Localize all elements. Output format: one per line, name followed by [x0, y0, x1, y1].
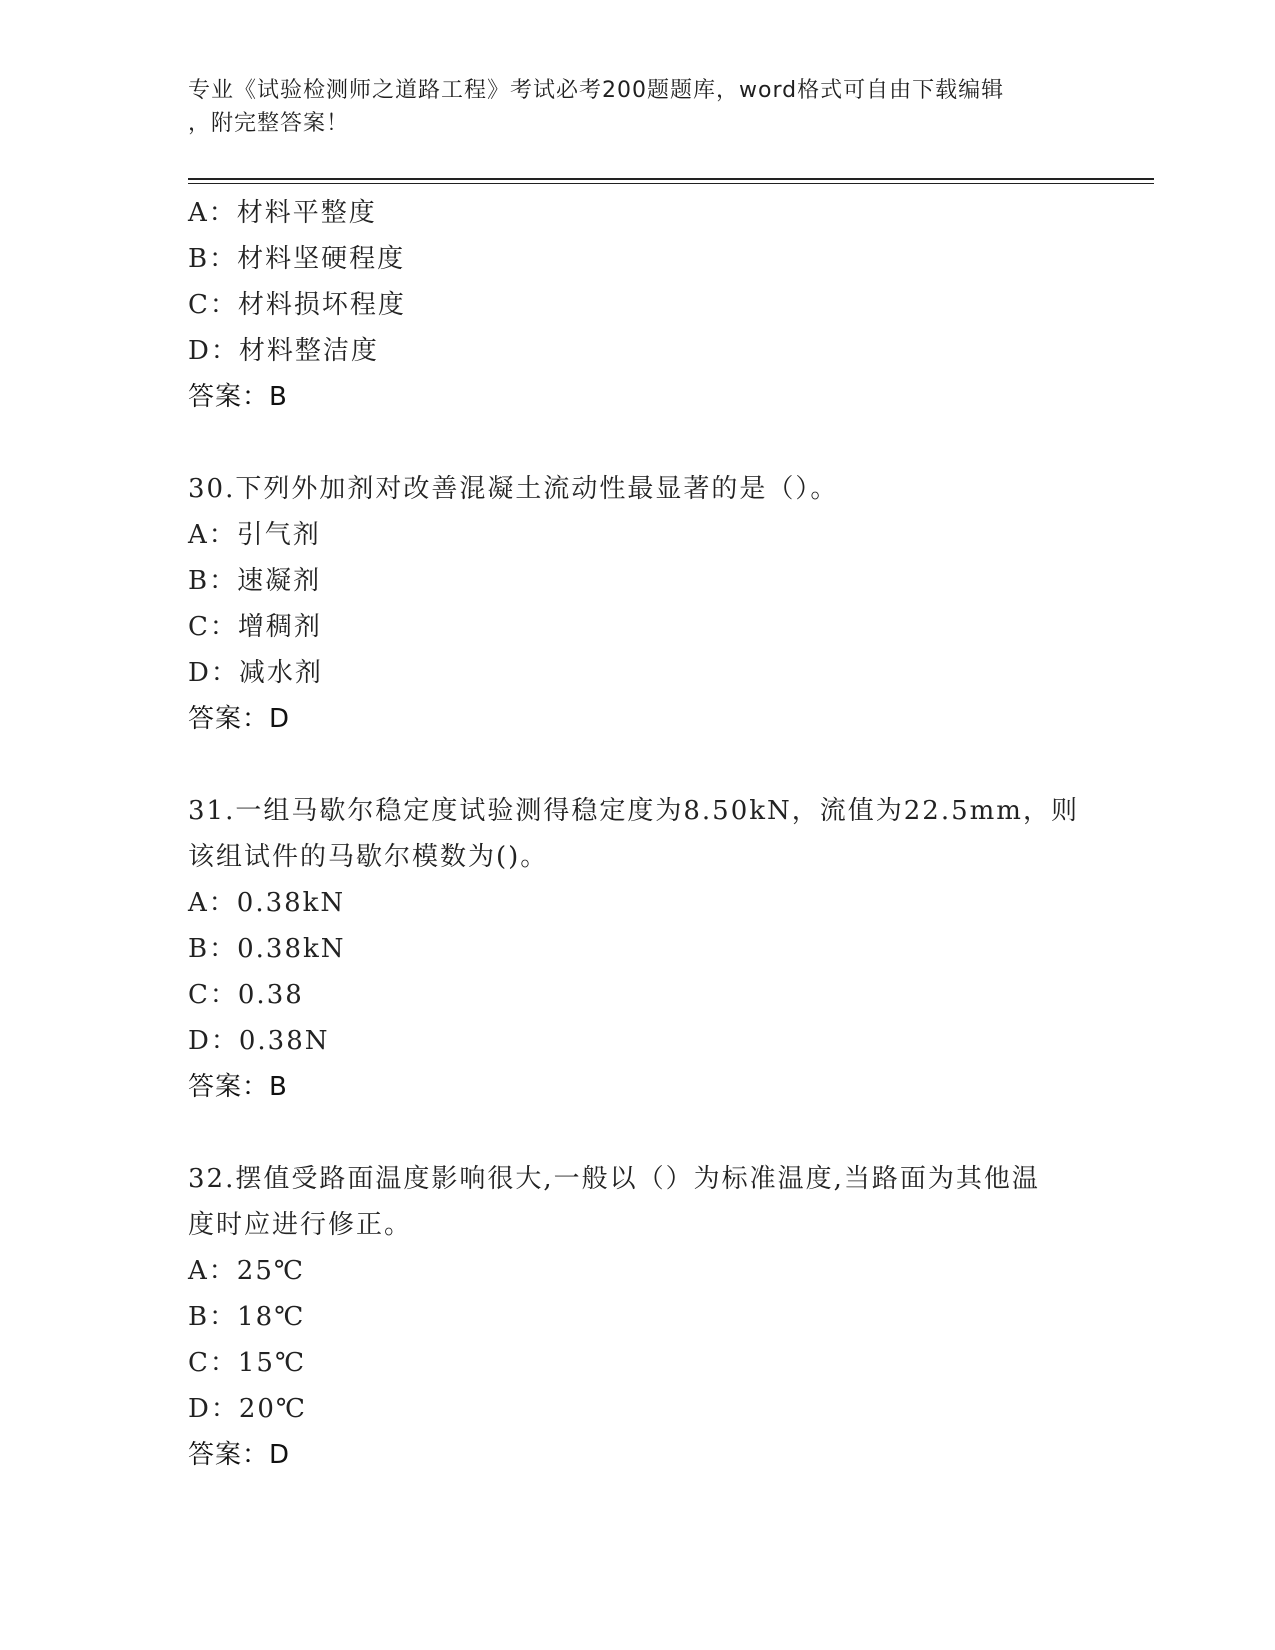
- option-d: D：20℃: [188, 1394, 308, 1424]
- option-b: B：18℃: [188, 1302, 306, 1332]
- option-c: C：0.38: [188, 980, 304, 1010]
- header-divider-thin: [188, 183, 1154, 184]
- option-c: C：增稠剂: [188, 612, 322, 642]
- option-c: C：15℃: [188, 1348, 307, 1378]
- document-header: [188, 74, 1068, 140]
- option-b: B：材料坚硬程度: [188, 244, 406, 274]
- option-a: A：引气剂: [188, 520, 321, 550]
- option-b: B：速凝剂: [188, 566, 322, 596]
- answer-line: 答案：D: [188, 1440, 291, 1470]
- option-d: D：0.38N: [188, 1026, 330, 1056]
- document-body: [188, 190, 1088, 1478]
- spacer: [188, 742, 1088, 788]
- question-text-line-1: 31.一组马歇尔稳定度试验测得稳定度为8.50kN，流值为22.5mm，则: [188, 796, 1079, 826]
- question-text-line-2: 该组试件的马歇尔模数为()。: [188, 842, 549, 872]
- spacer: [188, 1110, 1088, 1156]
- question-text-line-1: 32.摆值受路面温度影响很大,一般以（）为标准温度,当路面为其他温: [188, 1164, 1040, 1194]
- option-c: C：材料损坏程度: [188, 290, 406, 320]
- option-b: B：0.38kN: [188, 934, 346, 964]
- spacer: [188, 420, 1088, 466]
- question-block-30: [188, 466, 1088, 742]
- header-divider-thick: [188, 178, 1154, 180]
- option-d: D：材料整洁度: [188, 336, 379, 366]
- header-line-2: ，附完整答案！: [188, 111, 350, 136]
- question-text: 30.下列外加剂对改善混凝土流动性最显著的是（）。: [188, 474, 839, 504]
- option-a: A：0.38kN: [188, 888, 346, 918]
- header-line-1: 专业《试验检测师之道路工程》考试必考200题题库，word格式可自由下载编辑: [188, 78, 1005, 103]
- answer-line: 答案：B: [188, 1072, 288, 1102]
- answer-line: 答案：D: [188, 704, 291, 734]
- option-a: A：材料平整度: [188, 198, 377, 228]
- question-block-29: [188, 190, 1088, 420]
- option-d: D：减水剂: [188, 658, 323, 688]
- option-a: A：25℃: [188, 1256, 305, 1286]
- question-block-32: [188, 1156, 1088, 1478]
- answer-line: 答案：B: [188, 382, 288, 412]
- question-text-line-2: 度时应进行修正。: [188, 1210, 413, 1240]
- question-block-31: [188, 788, 1088, 1110]
